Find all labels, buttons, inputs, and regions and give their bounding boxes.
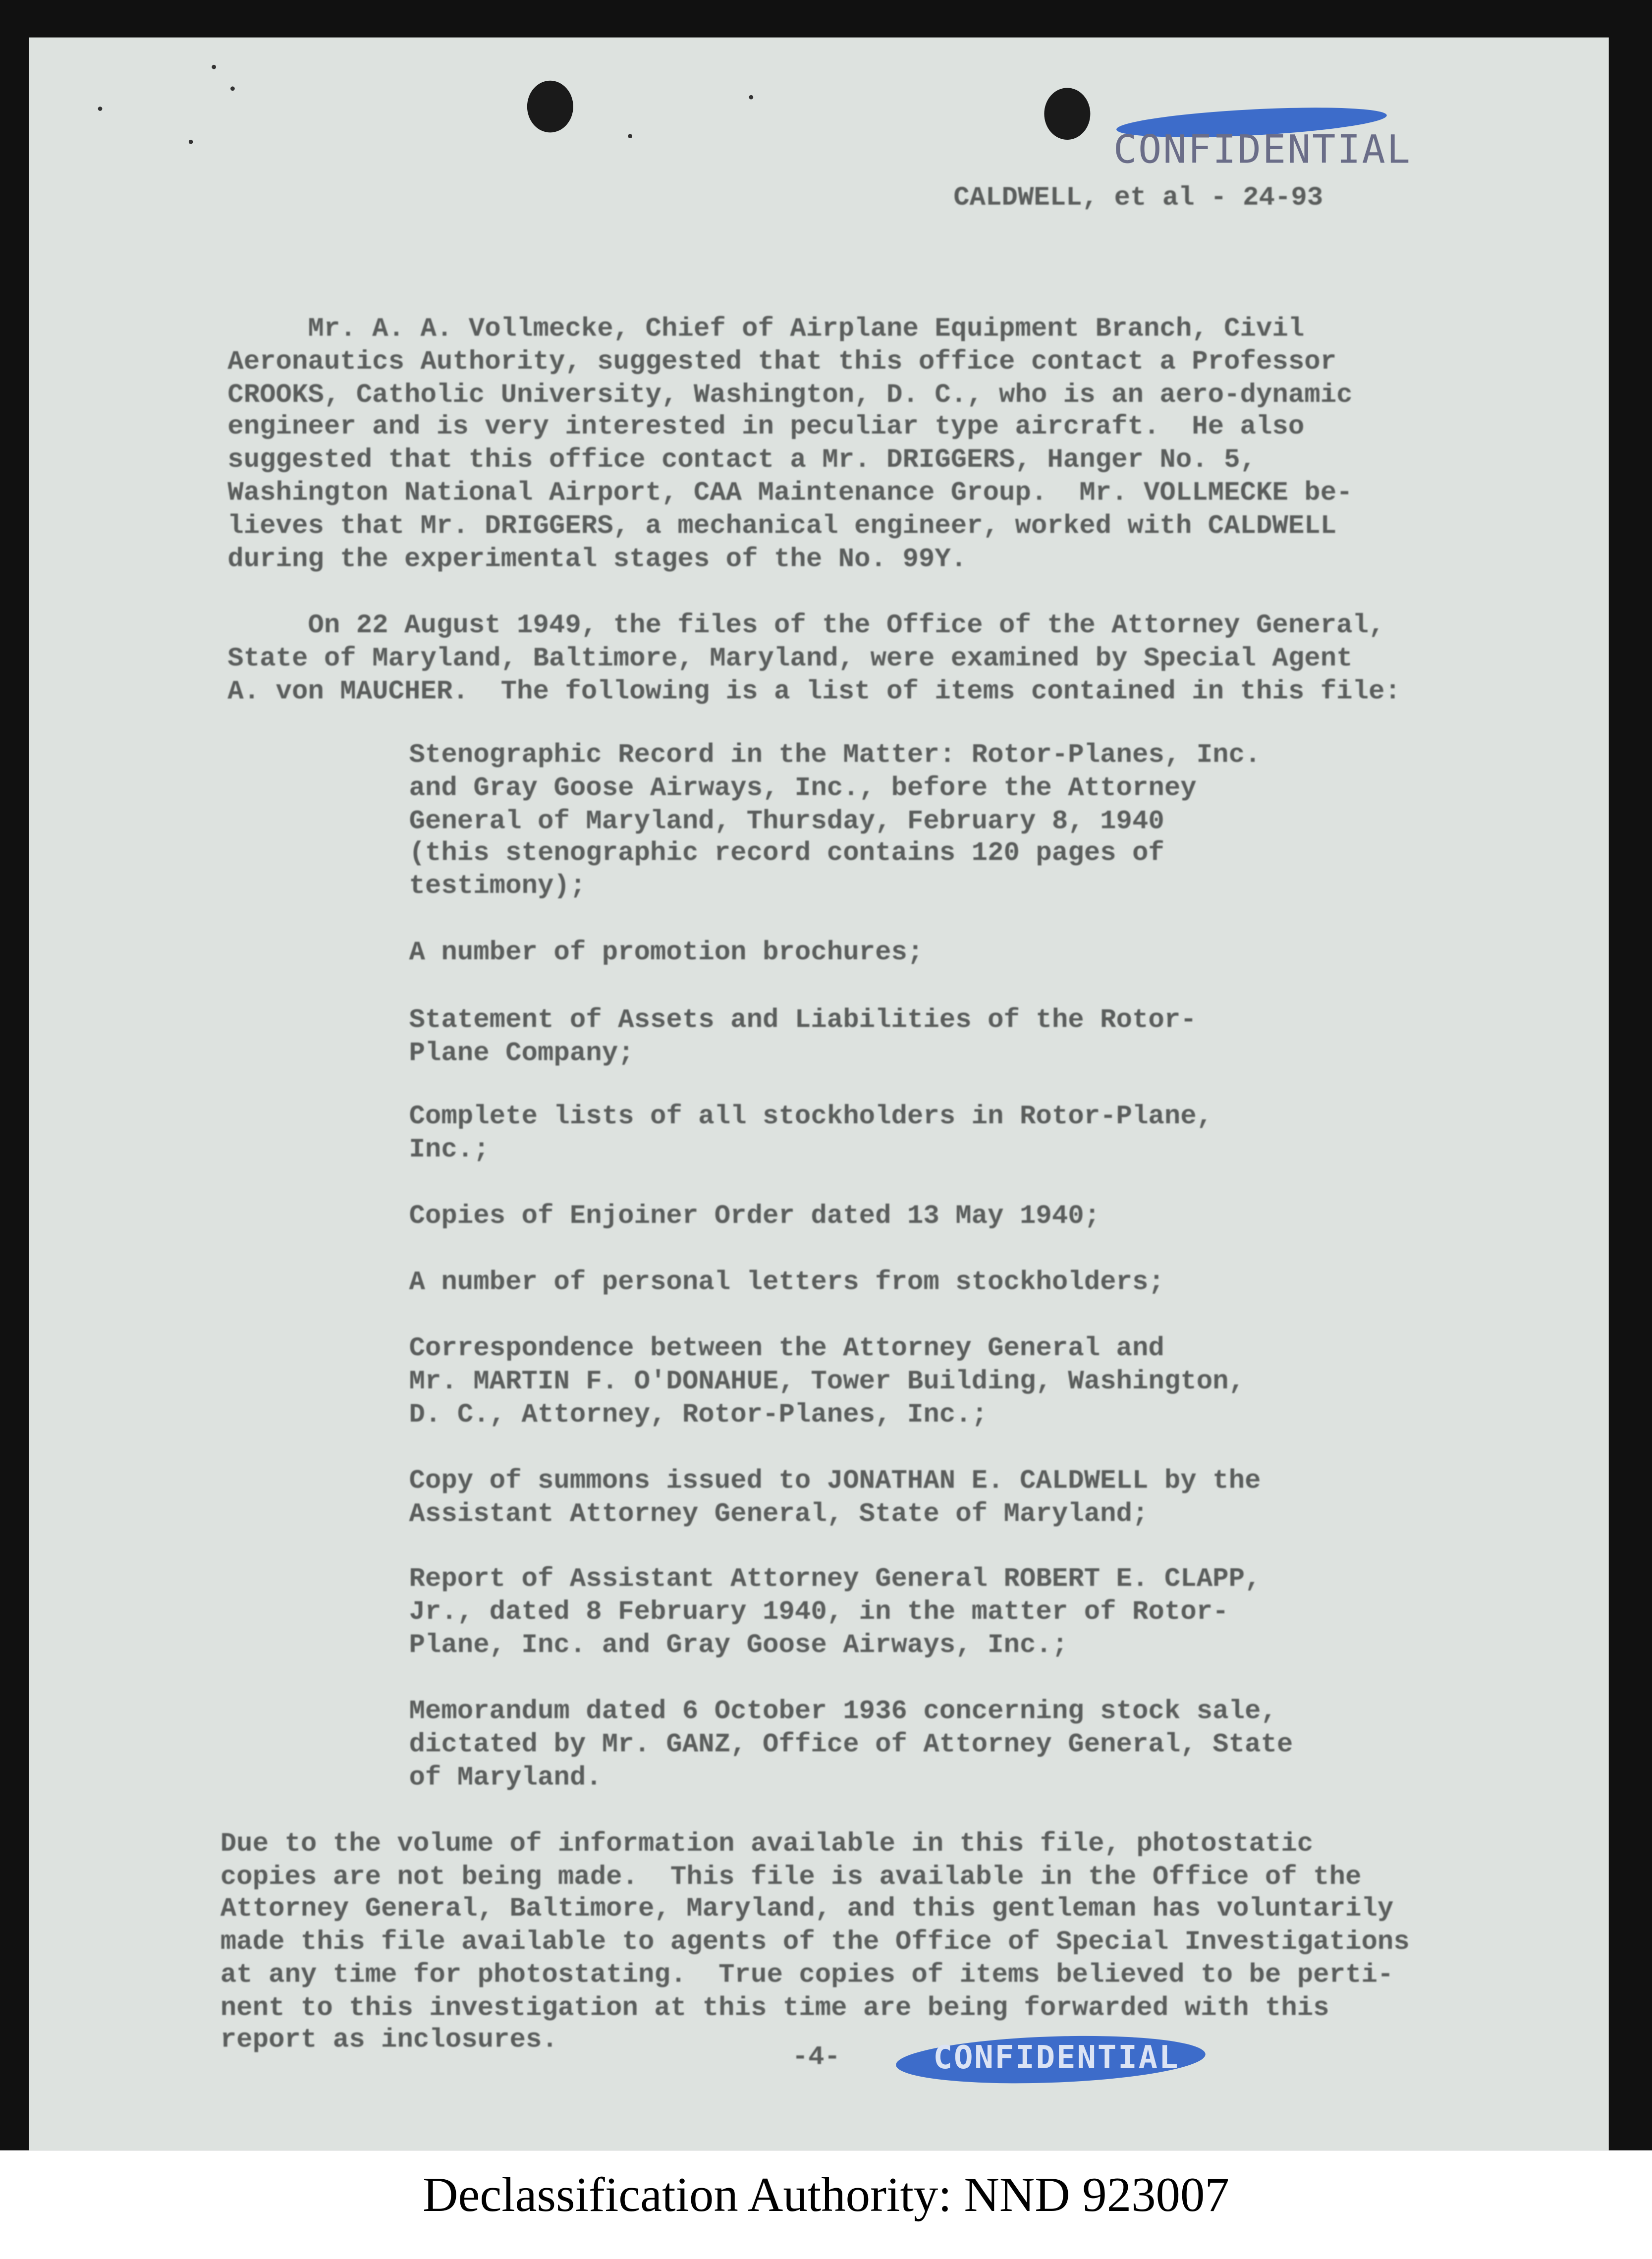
text-line: Statement of Assets and Liabilities of the Rotor-: [409, 1005, 1197, 1036]
text-line: Aeronautics Authority, suggested that this office contact a Professor: [227, 346, 1337, 377]
text-line: Attorney General, Baltimore, Maryland, and this gentleman has voluntarily: [220, 1894, 1394, 1925]
speck: [189, 140, 193, 144]
text-line: Plane Company;: [409, 1038, 634, 1069]
text-line: Assistant Attorney General, State of Maryland;: [409, 1499, 1149, 1530]
punch-hole-left: [527, 81, 573, 133]
speck: [98, 107, 103, 111]
text-line: Copy of summons issued to JONATHAN E. CALDWELL by the: [409, 1466, 1261, 1497]
text-line: General of Maryland, Thursday, February 8, 1940: [409, 806, 1164, 836]
speck: [749, 95, 753, 100]
confidential-stamp-top: CONFIDENTIAL: [1113, 128, 1412, 173]
text-line: report as inclosures.: [220, 2025, 558, 2056]
text-line: Memorandum dated 6 October 1936 concerning stock sale,: [409, 1697, 1277, 1727]
punch-hole-right: [1044, 88, 1090, 140]
text-line: Mr. MARTIN F. O'DONAHUE, Tower Building, Washington,: [409, 1366, 1245, 1397]
text-line: State of Maryland, Baltimore, Maryland, were examined by Special Agent: [227, 643, 1353, 674]
text-line: Washington National Airport, CAA Maintenance Group. Mr. VOLLMECKE be-: [227, 478, 1353, 509]
text-line: A number of personal letters from stockholders;: [409, 1267, 1164, 1298]
text-line: Copies of Enjoiner Order dated 13 May 1940;: [409, 1201, 1101, 1232]
text-line: nent to this investigation at this time are being forwarded with this: [220, 1992, 1329, 2023]
text-line: Plane, Inc. and Gray Goose Airways, Inc.;: [409, 1630, 1068, 1660]
text-line: lieves that Mr. DRIGGERS, a mechanical engineer, worked with CALDWELL: [227, 511, 1337, 542]
text-line: Report of Assistant Attorney General ROBERT E. CLAPP,: [409, 1564, 1261, 1595]
text-line: suggested that this office contact a Mr. DRIGGERS, Hanger No. 5,: [227, 445, 1257, 476]
text-line: during the experimental stages of the No. 99Y.: [227, 544, 967, 574]
text-line: Complete lists of all stockholders in Rotor-Plane,: [409, 1102, 1213, 1132]
text-line: A number of promotion brochures;: [409, 937, 924, 968]
text-line: Inc.;: [409, 1134, 490, 1165]
text-line: CROOKS, Catholic University, Washington, D. C., who is an aero-dynamic: [227, 380, 1353, 410]
text-line: D. C., Attorney, Rotor-Planes, Inc.;: [409, 1399, 988, 1430]
text-line: (this stenographic record contains 120 pages of: [409, 838, 1164, 869]
text-line: Mr. A. A. Vollmecke, Chief of Airplane Equipment Branch, Civil: [227, 314, 1305, 344]
text-line: testimony);: [409, 872, 586, 902]
text-line: A. von MAUCHER. The following is a list of items contained in this file:: [227, 676, 1401, 707]
text-line: dictated by Mr. GANZ, Office of Attorney General, State: [409, 1729, 1293, 1760]
text-line: Stenographic Record in the Matter: Rotor-Planes, Inc.: [409, 740, 1261, 771]
speck: [230, 86, 235, 91]
text-line: Due to the volume of information available in this file, photostatic: [220, 1829, 1314, 1860]
text-line: made this file available to agents of the Office of Special Investigations: [220, 1927, 1410, 1958]
text-line: Correspondence between the Attorney General and: [409, 1333, 1164, 1364]
declassification-caption: Declassification Authority: NND 923007: [423, 2169, 1229, 2223]
text-line: of Maryland.: [409, 1762, 602, 1793]
text-line: engineer and is very interested in peculiar type aircraft. He also: [227, 412, 1305, 443]
text-line: copies are not being made. This file is available in the Office of the: [220, 1862, 1362, 1892]
confidential-stamp-bottom: CONFIDENTIAL: [933, 2040, 1180, 2077]
text-line: Jr., dated 8 February 1940, in the matter of Rotor-: [409, 1597, 1229, 1627]
speck: [212, 65, 216, 69]
text-line: and Gray Goose Airways, Inc., before the Attorney: [409, 773, 1197, 804]
text-line: at any time for photostating. True copies of items believed to be perti-: [220, 1960, 1394, 1990]
header-reference: CALDWELL, et al - 24-93: [953, 183, 1323, 214]
speck: [628, 134, 632, 138]
page-number: -4-: [792, 2042, 841, 2073]
text-line: On 22 August 1949, the files of the Office of the Attorney General,: [227, 610, 1385, 641]
